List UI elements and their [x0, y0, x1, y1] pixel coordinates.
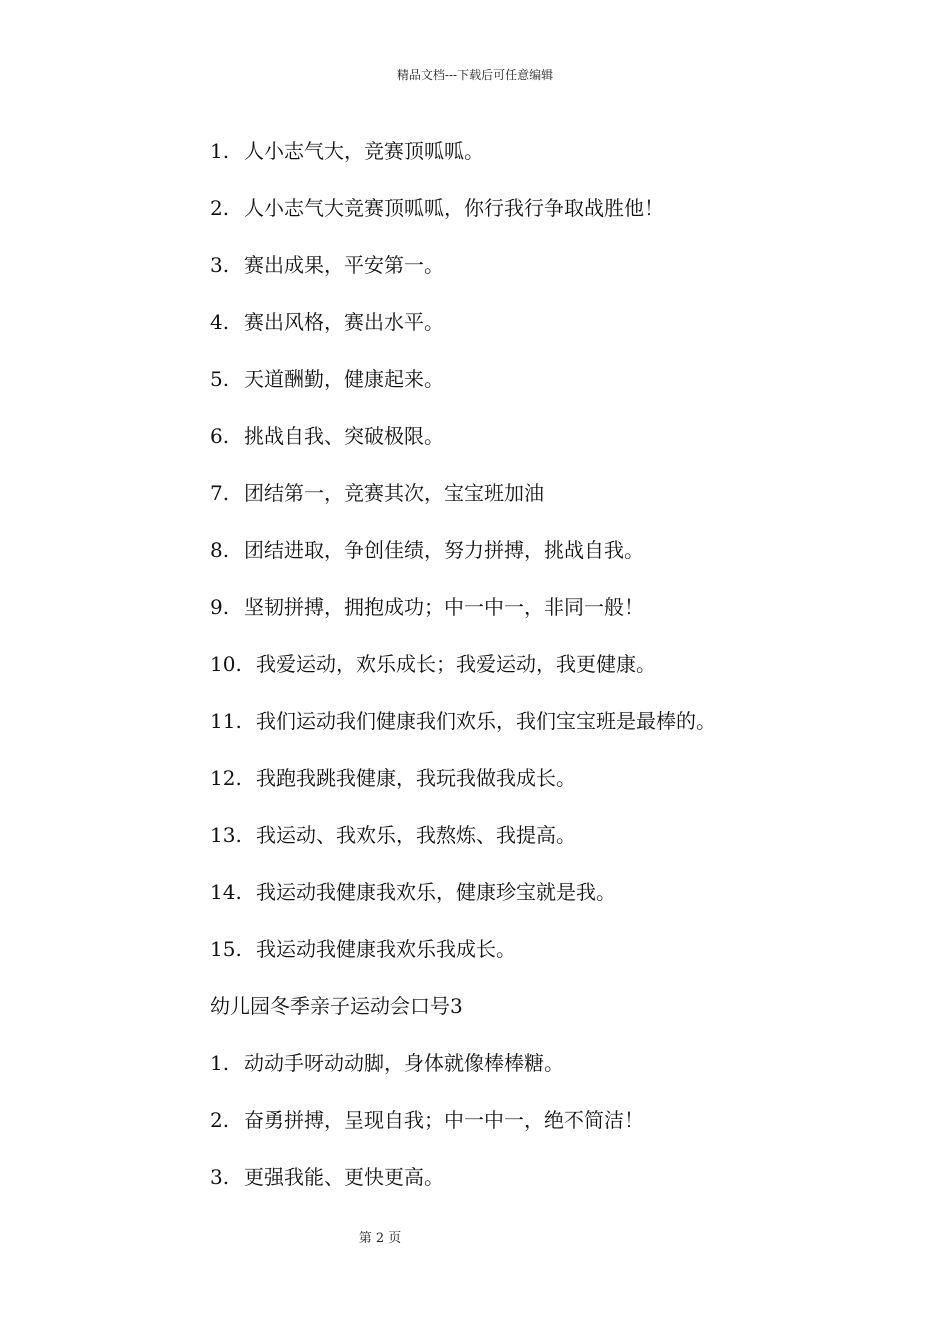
list-item — [210, 361, 850, 418]
item-number: 1. — [210, 1051, 230, 1075]
list-item — [210, 190, 850, 247]
item-number: 10. — [210, 652, 242, 676]
list-item — [210, 247, 850, 304]
list-item — [210, 931, 850, 988]
list-item — [210, 703, 850, 760]
item-text: 天道酬勤，健康起来。 — [244, 367, 444, 391]
item-text: 奋勇拼搏，呈现自我；中一中一，绝不简洁！ — [244, 1108, 644, 1132]
item-text: 坚韧拼搏，拥抱成功；中一中一，非同一般！ — [244, 595, 644, 619]
page-footer: 第 2 页 — [358, 1231, 402, 1246]
list-item — [210, 304, 850, 361]
list-item — [210, 1159, 850, 1216]
item-text: 人小志气大竞赛顶呱呱，你行我行争取战胜他！ — [244, 196, 664, 220]
item-number: 4. — [210, 310, 230, 334]
item-number: 12. — [210, 766, 242, 790]
item-number: 1. — [210, 139, 230, 163]
item-number: 13. — [210, 823, 242, 847]
item-text: 团结进取，争创佳绩，努力拼搏，挑战自我。 — [244, 538, 644, 562]
item-number: 7. — [210, 481, 230, 505]
item-number: 3. — [210, 253, 230, 277]
list-item — [210, 532, 850, 589]
item-text: 我运动我健康我欢乐我成长。 — [256, 937, 516, 961]
list-item — [210, 1102, 850, 1159]
document-body — [210, 133, 850, 1216]
item-text: 赛出成果，平安第一。 — [244, 253, 444, 277]
item-text: 我跑我跳我健康，我玩我做我成长。 — [256, 766, 576, 790]
item-number: 2. — [210, 1108, 230, 1132]
item-number: 14. — [210, 880, 242, 904]
item-text: 挑战自我、突破极限。 — [244, 424, 444, 448]
list-item — [210, 133, 850, 190]
item-number: 8. — [210, 538, 230, 562]
item-text: 人小志气大，竞赛顶呱呱。 — [244, 139, 484, 163]
item-number: 5. — [210, 367, 230, 391]
list-item — [210, 589, 850, 646]
list-item — [210, 874, 850, 931]
item-text: 我运动我健康我欢乐，健康珍宝就是我。 — [256, 880, 616, 904]
item-text: 团结第一，竞赛其次，宝宝班加油 — [244, 481, 544, 505]
section-heading: 幼儿园冬季亲子运动会口号3 — [210, 994, 463, 1018]
list-item — [210, 418, 850, 475]
item-number: 11. — [210, 709, 242, 733]
item-text: 我们运动我们健康我们欢乐，我们宝宝班是最棒的。 — [256, 709, 716, 733]
item-number: 15. — [210, 937, 242, 961]
list-item — [210, 646, 850, 703]
item-number: 3. — [210, 1165, 230, 1189]
item-text: 我爱运动，欢乐成长；我爱运动，我更健康。 — [256, 652, 656, 676]
item-text: 更强我能、更快更高。 — [244, 1165, 444, 1189]
item-number: 9. — [210, 595, 230, 619]
list-item — [210, 817, 850, 874]
page-header: 精品文档---下载后可任意编辑 — [396, 68, 554, 82]
item-number: 2. — [210, 196, 230, 220]
item-text: 赛出风格，赛出水平。 — [244, 310, 444, 334]
list-item — [210, 1045, 850, 1102]
list-item — [210, 475, 850, 532]
item-text: 动动手呀动动脚，身体就像棒棒糖。 — [244, 1051, 564, 1075]
list-item — [210, 760, 850, 817]
item-text: 我运动、我欢乐，我熬炼、我提高。 — [256, 823, 576, 847]
item-number: 6. — [210, 424, 230, 448]
